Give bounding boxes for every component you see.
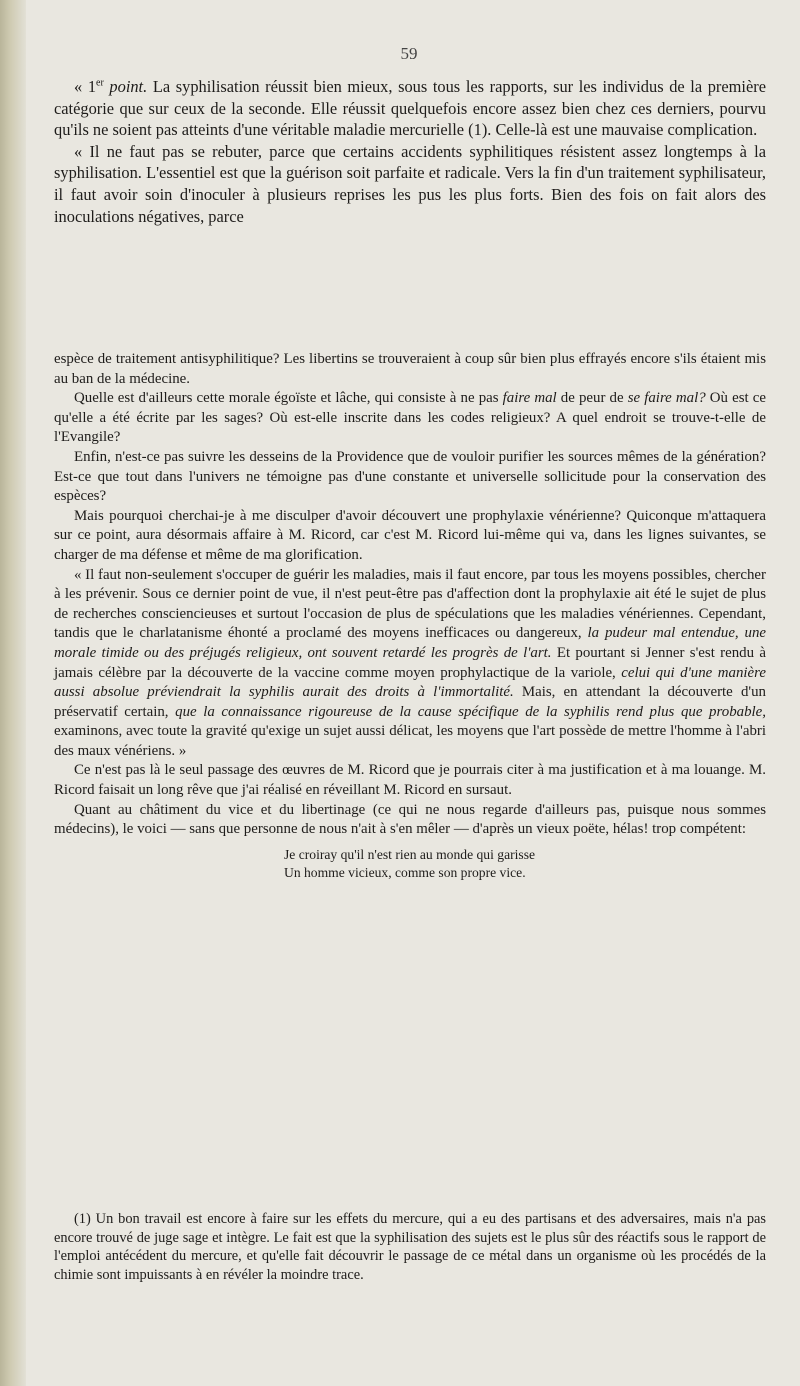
main-text-block	[54, 350, 766, 840]
text-run: examinons, avec toute la gravité qu'exige un sujet aussi délicat, les moyens que l'art possède de mettre l'homme à l'abri des maux vénériens. »	[54, 723, 766, 759]
paragraph	[54, 76, 766, 141]
text-run: Mais, en attendant la découverte d'un préservatif certain,	[54, 684, 766, 720]
book-spine-shadow	[0, 0, 26, 1386]
verse-line: Je croiray qu'il n'est rien au monde qui garisse	[284, 847, 536, 862]
text-run: Où est ce qu'elle a été écrite par les sages? Où est-elle inscrite dans les codes religieux? A quel endroit se trouve-t-elle de l'Evangile?	[54, 390, 766, 446]
text-run: « Il faut non-seulement s'occuper de guérir les maladies, mais il faut encore, par tous les moyens possibles, chercher à les prévenir. Sous ce dernier point de vue, il n'est peut-être pas d'affection dont la prophylaxie ait été le sujet de plus de recherches consciencieuses et surtout l'occasion de plus de spéculations que les maladies vénériennes. Cependant, tandis que le charlatanisme éhonté a proclamé des moyens inefficaces ou dangereux,	[54, 566, 766, 642]
paragraph	[54, 350, 766, 389]
text-run: er	[96, 77, 104, 89]
paragraph	[54, 566, 766, 762]
paragraph	[54, 801, 766, 840]
text-run: « 1	[74, 77, 97, 96]
text-run: Mais pourquoi cherchai-je à me disculper d'avoir découvert une prophylaxie vénérienne? Quiconque m'attaquera sur ce point, aura désormais affaire à M. Ricord, car c'est M. Ricord lui-même qui va, dans les lignes suivantes, se charger de ma défense et même de ma glorification.	[54, 507, 766, 563]
text-run: espèce de traitement antisyphilitique? Les libertins se trouveraient à coup sûr bien plus effrayés encore s'ils étaient mis au ban de la médecine.	[54, 351, 766, 387]
italic-text: la pudeur mal entendue, une morale timide ou des préjugés religieux, ont souvent retardé les progrès de l'art.	[54, 625, 767, 661]
paragraph	[54, 761, 766, 800]
text-run: Quant au châtiment du vice et du libertinage (ce qui ne nous regarde d'ailleurs pas, puisque nous sommes médecins), le voici — sans que personne de nous n'ait à s'en mêler — d'après un vieux poëte, hélas! trop compétent:	[54, 801, 766, 838]
italic-text: faire mal	[502, 390, 557, 407]
text-run: Et pourtant si Jenner s'est rendu à jamais célèbre par la découverte de la vaccine comme moyen prophylactique de la variole,	[54, 644, 766, 681]
paragraph	[54, 448, 766, 507]
paragraph	[54, 507, 766, 566]
verse-quote	[284, 846, 535, 882]
italic-text: point.	[109, 77, 148, 96]
italic-text: celui qui d'une manière aussi absolue préviendrait la syphilis aurait des droits à l'immortalité.	[54, 664, 766, 701]
footnote	[54, 1210, 766, 1284]
text-run: La syphilisation réussit bien mieux, sous tous les rapports, sur les individus de la première catégorie que sur ceux de la seconde. Elle réussit quelquefois encore assez bien chez ces derniers, pourvu qu'ils ne soient pas atteints d'une véritable maladie mercurielle (1). Celle-là est une mauvaise complication.	[54, 77, 766, 140]
paragraph	[54, 389, 766, 448]
text-run: Ce n'est pas là le seul passage des œuvres de M. Ricord que je pourrais citer à ma justification et à ma louange. M. Ricord faisait un long rêve que j'ai réalisé en réveillant M. Ricord en sursaut.	[54, 762, 766, 799]
book-page	[44, 0, 774, 1386]
text-run: de peur de	[556, 390, 628, 407]
verse-line: Un homme vicieux, comme son propre vice.	[284, 865, 526, 880]
italic-text: se faire mal?	[627, 390, 706, 407]
text-run: « Il ne faut pas se rebuter, parce que certains accidents syphilitiques résistent assez longtemps à la syphilisation. L'essentiel est que la guérison soit parfaite et radicale. Vers la fin d'un traitement syphilisateur, il faut avoir soin d'inoculer à plusieurs reprises les pus les plus forts. Bien des fois on fait alors des inoculations négatives, parce	[54, 141, 766, 226]
page-number: 59	[400, 44, 418, 63]
text-run: Enfin, n'est-ce pas suivre les desseins de la Providence que de vouloir purifier les sources mêmes de la génération? Est-ce que tout dans l'univers ne témoigne pas d'une constante et universelle sollicitude pour la conservation des espèces?	[54, 448, 766, 505]
italic-text: que la connaissance rigoureuse de la cause spécifique de la syphilis rend plus que probable,	[175, 703, 766, 720]
text-run: Quelle est d'ailleurs cette morale égoïste et lâche, qui consiste à ne pas	[74, 390, 503, 407]
upper-text-block	[54, 76, 766, 227]
footnote-text: (1) Un bon travail est encore à faire sur les effets du mercure, qui a eu des partisans et des adversaires, mais n'a pas encore trouvé de juge sage et intègre. Le fait est que la syphilisation des sujets est le plus sûr des réactifs sous le rapport de l'emploi antécédent du mercure, et qu'elle fait découvrir le passage de ce métal dans un organisme où les procédés de la chimie sont impuissants à en révéler la moindre trace.	[54, 1211, 766, 1283]
paragraph	[54, 141, 766, 227]
